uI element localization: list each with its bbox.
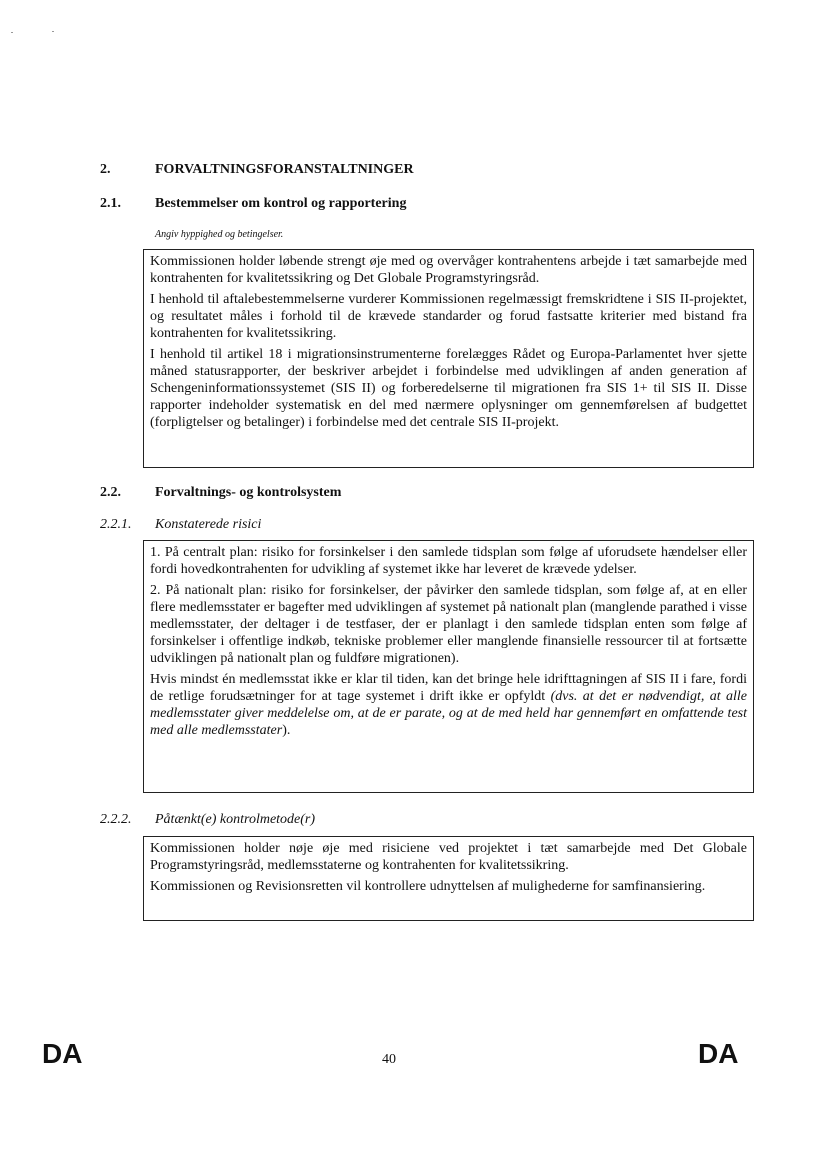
section-title: Konstaterede risici (155, 517, 262, 532)
section-title: Forvaltnings- og kontrolsystem (155, 485, 342, 500)
paragraph: 2. På nationalt plan: risiko for forsinkelser, der påvirker den samlede tidsplan, som følge af, at en eller flere medlemsstater er bagefter med udviklingen af systemet på nationalt plan (manglende parathed i visse medlemsstater, der deltager i de testfaser, der er planlagt i den samlede tidsplan enten som følge af forsinkelser i offentlige indkøb, tekniske problemer eller manglende finansielle ressourcer til at fortsætte udviklingen på nationalt plan og fuldføre migrationen). (150, 583, 747, 666)
paragraph: 1. På centralt plan: risiko for forsinkelser i den samlede tidsplan som følge af uforudsete hændelser eller fordi hovedkontrahenten for udvikling af systemet ikke har leveret de krævede ydelser. (150, 545, 747, 577)
scan-speck (52, 31, 54, 32)
text-box-control-reporting (143, 249, 754, 468)
language-code-right: DA (698, 1038, 739, 1069)
page-number: 40 (382, 1052, 396, 1067)
text-box-risks (143, 540, 754, 793)
instruction-note: Angiv hyppighed og betingelser. (155, 229, 284, 240)
paragraph-italic-text: (dvs. at det er nødvendigt, at alle medlemsstater giver meddelelse om, at de er parate, og at de med held har gennemført en omfattende test med alle medlemsstater (150, 689, 747, 738)
paragraph: I henhold til aftalebestemmelserne vurderer Kommissionen regelmæssigt fremskridtene i SIS II-projektet, og resultatet måles i forhold til de krævede standarder og forud fastsatte kriterier med bistand fra kontrahenten for kvalitetssikring. (150, 292, 747, 341)
paragraph: Kommissionen og Revisionsretten vil kontrollere udnyttelsen af mulighederne for samfinansiering. (150, 879, 706, 894)
section-title: Bestemmelser om kontrol og rapportering (155, 196, 407, 211)
section-number: 2.2.2. (100, 812, 132, 827)
paragraph: Kommissionen holder løbende strengt øje med og overvåger kontrahentens arbejde i tæt samarbejde med kontrahenten for kvalitetssikring og Det Globale Programstyringsråd. (150, 254, 747, 286)
section-title: Påtænkt(e) kontrolmetode(r) (155, 812, 316, 827)
section-title: FORVALTNINGSFORANSTALTNINGER (155, 162, 414, 177)
text-box-control-methods (143, 836, 754, 921)
paragraph: I henhold til artikel 18 i migrationsinstrumenterne forelægges Rådet og Europa-Parlamentet hver sjette måned statusrapporter, der beskriver arbejdet i forbindelse med udviklingen af anden generation af Schengeninformationssystemet (SIS II) og forberedelserne til migrationen fra SIS 1+ til SIS II. Disse rapporter indeholder systematisk en del med nærmere oplysninger om gennemførelsen af budgettet (forpligtelser og betalinger) i forbindelse med det centrale SIS II-projekt. (150, 347, 747, 430)
language-code-left: DA (42, 1038, 83, 1069)
paragraph (150, 671, 747, 739)
paragraph-text: Hvis mindst én medlemsstat ikke er klar til tiden, kan det bringe hele idrifttagningen af SIS II i fare, fordi de retlige forudsætninger for at tage systemet i drift ikke er opfyldt (150, 672, 747, 704)
scan-speck (11, 32, 13, 33)
section-number: 2.2. (100, 485, 121, 500)
section-number: 2.2.1. (100, 517, 132, 532)
section-number: 2.1. (100, 196, 121, 211)
paragraph-text-end: ). (282, 723, 291, 738)
paragraph: Kommissionen holder nøje øje med risiciene ved projektet i tæt samarbejde med Det Globale Programstyringsråd, medlemsstaterne og kontrahenten for kvalitetssikring. (150, 841, 747, 873)
section-number: 2. (100, 162, 111, 177)
